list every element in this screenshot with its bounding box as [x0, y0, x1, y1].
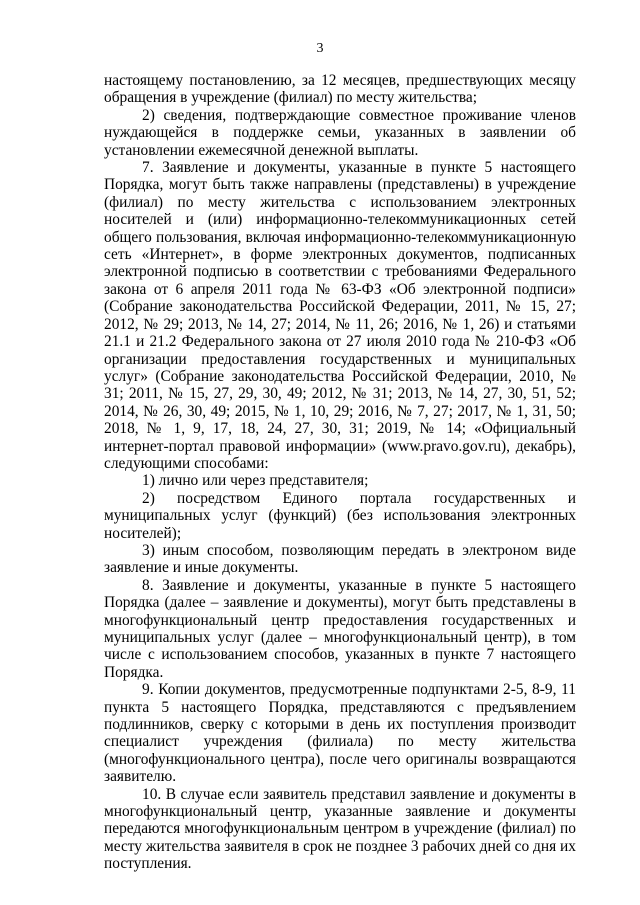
paragraph-method-1: 1) лично или через представителя; [142, 472, 369, 490]
document-body [104, 72, 576, 873]
paragraph-method-3: 3) иным способом, позволяющим передать в электроном виде заявление и иные документы. [104, 541, 576, 577]
paragraph-item-2: 2) сведения, подтверждающие совместное проживание членов нуждающейся в поддержке семьи, указанных в заявлении об установлении ежемесячной денежной выплаты. [104, 106, 576, 159]
page-number: 3 [316, 41, 324, 56]
paragraph-method-2: 2) посредством Единого портала государственных и муниципальных услуг (функций) (без использования электронных носителей); [104, 489, 576, 542]
paragraph-clause-9: 9. Копии документов, предусмотренные подпунктами 2-5, 8-9, 11 пункта 5 настоящего Порядка, представляются с предъявлением подлинников, сверку с которыми в день их поступления производит специалист учреждения (филиала) по месту жительства (многофункционального центра), после чего оригиналы возвращаются заявителю. [104, 681, 576, 786]
paragraph-clause-10: 10. В случае если заявитель представил заявление и документы в многофункциональный центр, указанные заявление и документы передаются многофункциональным центром в учреждение (филиал) по месту жительства заявителя в срок не позднее 3 рабочих дней со дня их поступления. [104, 785, 576, 873]
paragraph-clause-7: 7. Заявление и документы, указанные в пункте 5 настоящего Порядка, могут быть также направлены (представлены) в учреждение (филиал) по месту жительства с использованием электронных носителей и (или) информационно-телекоммуникационных сетей общего пользования, включая информационно-телекоммуникационную сеть «Интернет», в форме электронных документов, подписанных электронной подписью в соответствии с требованиями Федерального закона от 6 апреля 2011 года № 63-ФЗ «Об электронной подписи» (Собрание законодательства Российской Федерации, 2011, № 15, 27; 2012, № 29; 2013, № 14, 27; 2014, № 11, 26; 2016, № 1, 26) и статьями 21.1 и 21.2 Федерального закона от 27 июля 2010 года № 210-ФЗ «Об организации предоставления государственных и муниципальных услуг» (Собрание законодательства Российской Федерации, 2010, № 31; 2011, № 15, 27, 29, 30, 49; 2012, № 31; 2013, № 14, 27, 30, 51, 52; 2014, № 26, 30, 49; 2015, № 1, 10, 29; 2016, № 7, 27; 2017, № 1, 31, 50; 2018, № 1, 9, 17, 18, 24, 27, 30, 31; 2019, № 14; «Официальный интернет-портал правовой информации» (www.pravo.gov.ru), декабрь), следующими способами: [104, 159, 576, 472]
paragraph-clause-8: 8. Заявление и документы, указанные в пункте 5 настоящего Порядка (далее – заявление и документы), могут быть представлены в многофункциональный центр предоставления государственных и муниципальных услуг (далее – многофункциональный центр), в том числе с использованием способов, указанных в пункте 7 настоящего Порядка. [104, 576, 576, 681]
paragraph-continuation: настоящему постановлению, за 12 месяцев, предшествующих месяцу обращения в учреждение (филиал) по месту жительства; [104, 72, 576, 107]
